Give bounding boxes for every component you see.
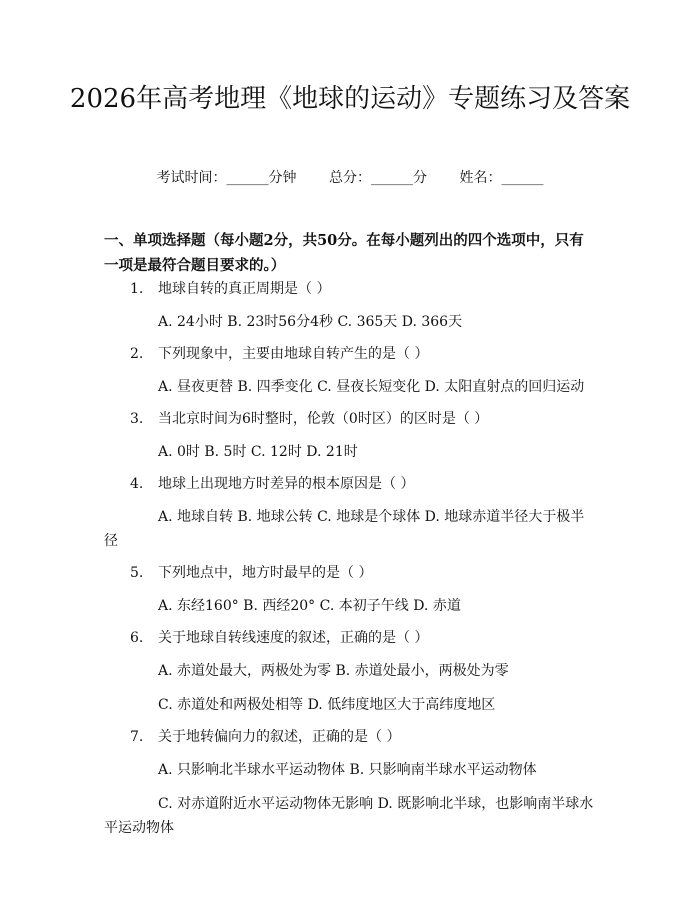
question-stem <box>104 727 598 747</box>
question-list <box>104 279 598 840</box>
question-number: 2. <box>130 346 144 362</box>
question-stem <box>104 279 598 299</box>
question-text: 关于地球自转线速度的叙述，正确的是（ ） <box>158 630 429 646</box>
exam-meta <box>0 168 700 188</box>
question-number: 5. <box>130 565 144 581</box>
question-text: 下列现象中，主要由地球自转产生的是（ ） <box>158 346 429 362</box>
question-stem <box>104 344 598 364</box>
question-text: 地球上出现地方时差异的根本原因是（ ） <box>158 476 415 492</box>
student-name: 姓名：______ <box>459 170 544 186</box>
question-stem <box>104 628 598 648</box>
question-options: C. 对赤道附近水平运动物体无影响 D. 既影响北半球，也影响南半球水平运动物体 <box>104 796 594 836</box>
question-number: 4. <box>130 476 144 492</box>
question-options: A. 0时 B. 5时 C. 12时 D. 21时 <box>158 444 358 460</box>
question-options: A. 东经160° B. 西经20° C. 本初子午线 D. 赤道 <box>158 598 461 614</box>
exam-score: 总分：______分 <box>329 170 427 186</box>
question-options: A. 地球自转 B. 地球公转 C. 地球是个球体 D. 地球赤道半径大于极半径 <box>104 509 585 549</box>
question-text: 地球自转的真正周期是（ ） <box>158 281 331 297</box>
question-options: A. 只影响北半球水平运动物体 B. 只影响南半球水平运动物体 <box>158 762 537 778</box>
question-stem <box>104 409 598 429</box>
section-title: 一、单项选择题（每小题2分，共50分。在每小题列出的四个选项中，只有一项是最符合题目要求的。） <box>104 232 584 274</box>
question-number: 6. <box>130 630 144 646</box>
document-title: 2026年高考地理《地球的运动》专题练习及答案 <box>69 84 631 114</box>
question-number: 1. <box>130 281 144 297</box>
question-options: C. 赤道处和两极处相等 D. 低纬度地区大于高纬度地区 <box>158 697 496 713</box>
question-number: 3. <box>130 411 144 427</box>
question-text: 当北京时间为6时整时，伦敦（0时区）的区时是（ ） <box>158 411 489 427</box>
question-options: A. 昼夜更替 B. 四季变化 C. 昼夜长短变化 D. 太阳直射点的回归运动 <box>158 379 585 395</box>
exam-time: 考试时间：______分钟 <box>156 170 297 186</box>
question-options: A. 24小时 B. 23时56分4秒 C. 365天 D. 366天 <box>158 314 463 330</box>
question-text: 下列地点中，地方时最早的是（ ） <box>158 565 373 581</box>
question-text: 关于地转偏向力的叙述，正确的是（ ） <box>158 729 401 745</box>
question-stem <box>104 563 598 583</box>
question-options: A. 赤道处最大，两极处为零 B. 赤道处最小，两极处为零 <box>158 663 509 679</box>
question-stem <box>104 474 598 494</box>
question-number: 7. <box>130 729 144 745</box>
